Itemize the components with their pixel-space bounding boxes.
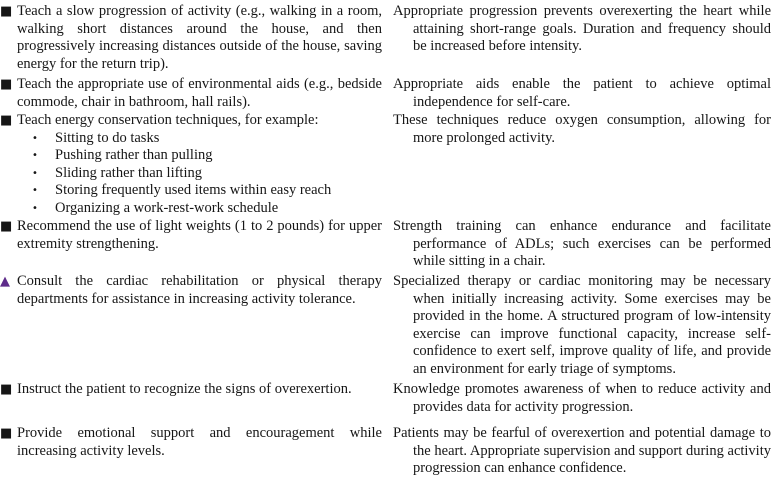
list-item	[17, 200, 382, 218]
intervention-rationale-row	[0, 218, 771, 273]
square-bullet-icon: ■	[0, 77, 13, 92]
rationale-cell	[393, 3, 771, 76]
intervention-text: Provide emotional support and encouragement while increasing activity levels.	[17, 425, 382, 459]
rationale-text: Appropriate aids enable the patient to achieve optimal independence for self-care.	[393, 76, 771, 110]
list-item	[17, 165, 382, 183]
rationale-text: Knowledge promotes awareness of when to reduce activity and provides data for activity progression.	[393, 381, 771, 415]
list-item	[17, 182, 382, 200]
intervention-rationale-row	[0, 3, 771, 76]
sub-item-text: Storing frequently used items within easy reach	[55, 182, 332, 198]
square-bullet-icon: ■	[0, 219, 13, 234]
intervention-rationale-row	[0, 112, 771, 218]
intervention-rationale-row	[0, 76, 771, 112]
dot-bullet-icon: •	[32, 185, 38, 196]
rationale-cell	[393, 112, 771, 218]
intervention-cell	[0, 76, 382, 112]
list-item	[17, 147, 382, 165]
intervention-text: Instruct the patient to recognize the signs of overexertion.	[17, 381, 352, 397]
intervention-text: Teach the appropriate use of environmental aids (e.g., bedside commode, chair in bathroom, hall rails).	[17, 76, 382, 110]
rationale-text: These techniques reduce oxygen consumption, allowing for more prolonged activity.	[393, 112, 771, 146]
square-bullet-icon: ■	[0, 113, 13, 128]
rationale-cell	[393, 76, 771, 112]
intervention-rationale-row	[0, 273, 771, 381]
intervention-text: Recommend the use of light weights (1 to 2 pounds) for upper extremity strengthening.	[17, 218, 382, 252]
rationale-text: Strength training can enhance endurance and facilitate performance of ADLs; such exercises can be performed while sitting in a chair.	[393, 218, 771, 269]
rationale-text: Specialized therapy or cardiac monitoring may be necessary when initially increasing activity. Some exercises may be provided in the home. A structured program of low-intensity exercise can improve functional capacity, increase self-confidence to exert self, improve quality of life, and provide an environment for early triage of symptoms.	[393, 273, 771, 377]
sub-item-text: Sliding rather than lifting	[55, 164, 202, 181]
intervention-rationale-row	[0, 425, 771, 478]
rationale-cell	[393, 425, 771, 478]
care-plan-table	[0, 3, 771, 478]
square-bullet-icon: ■	[0, 382, 13, 397]
sub-item-text: Pushing rather than pulling	[55, 147, 213, 163]
sub-item-text: Organizing a work-rest-work schedule	[55, 199, 279, 216]
dot-bullet-icon: •	[32, 150, 38, 161]
intervention-cell	[0, 112, 382, 218]
rationale-cell	[393, 218, 771, 273]
energy-conservation-sub-list	[17, 130, 382, 218]
triangle-bullet-icon: ▲	[0, 274, 10, 289]
rationale-cell	[393, 273, 771, 381]
intervention-cell	[0, 273, 382, 381]
rationale-cell	[393, 381, 771, 425]
rationale-text: Patients may be fearful of overexertion and potential damage to the heart. Appropriate supervision and support during activity progression can enhance confidence.	[393, 425, 771, 476]
intervention-cell	[0, 425, 382, 478]
sub-item-text: Sitting to do tasks	[55, 129, 160, 146]
intervention-cell	[0, 218, 382, 273]
intervention-text: Teach energy conservation techniques, for example:	[17, 112, 319, 128]
list-item	[17, 130, 382, 148]
intervention-text: Teach a slow progression of activity (e.g., walking in a room, walking short distances around the house, and then progressively increasing distances outside of the house, saving energy for the return trip).	[17, 3, 382, 72]
square-bullet-icon: ■	[0, 4, 13, 19]
intervention-cell	[0, 3, 382, 76]
intervention-text: Consult the cardiac rehabilitation or physical therapy departments for assistance in increasing activity tolerance.	[17, 273, 382, 307]
rationale-text: Appropriate progression prevents overexerting the heart while attaining short-range goals. Duration and frequency should be increased before intensity.	[393, 3, 771, 54]
dot-bullet-icon: •	[32, 132, 38, 144]
intervention-rationale-row	[0, 381, 771, 425]
dot-bullet-icon: •	[32, 167, 38, 179]
intervention-cell	[0, 381, 382, 425]
dot-bullet-icon: •	[32, 202, 38, 214]
square-bullet-icon: ■	[0, 426, 13, 441]
